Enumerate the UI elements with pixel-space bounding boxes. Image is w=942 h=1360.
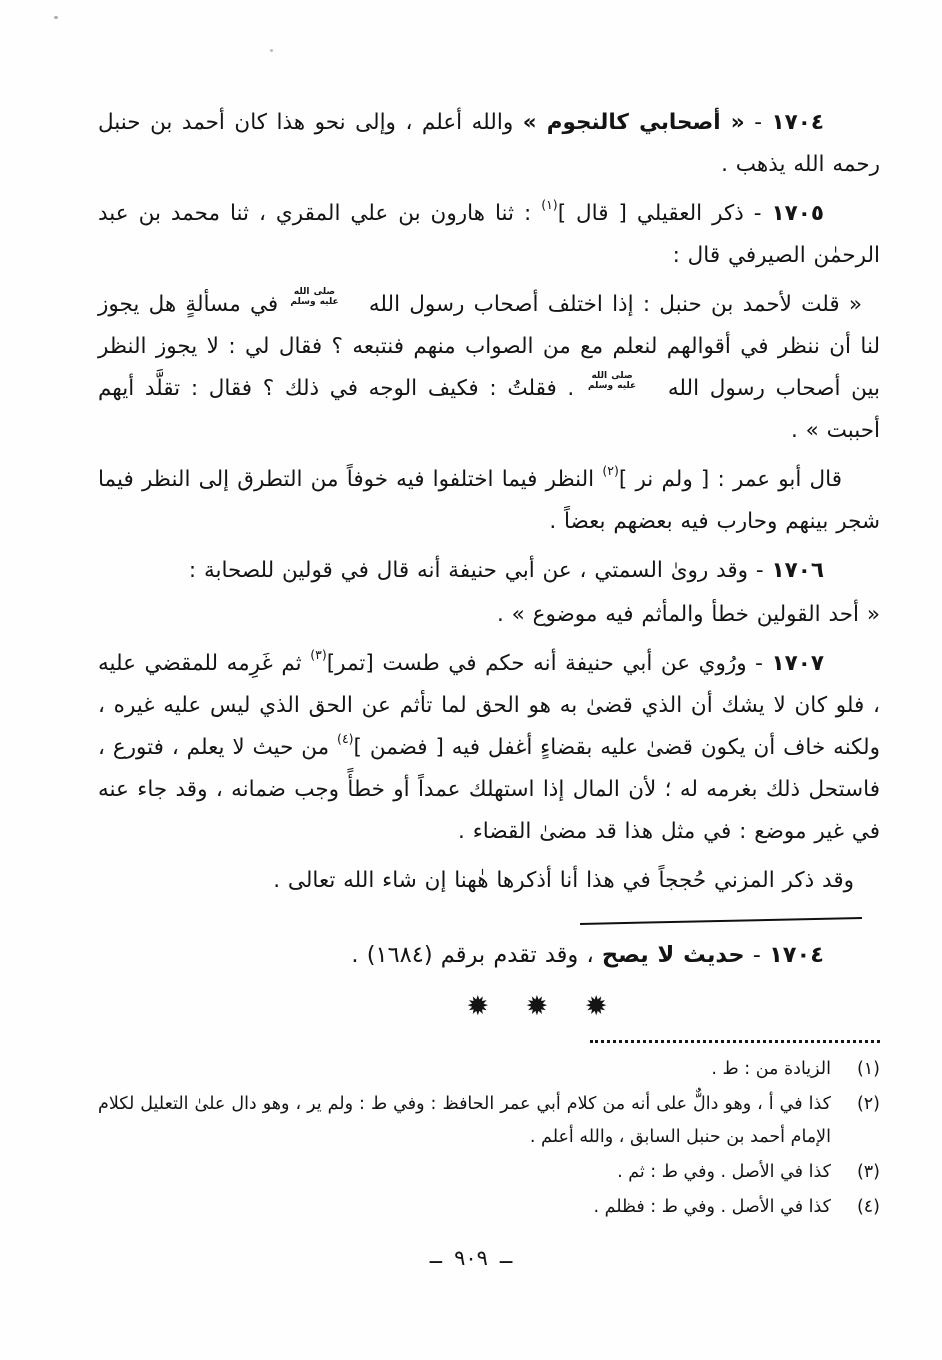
- text-run: والله أعلم ، وإلى نحو هذا كان أحمد بن حنبل رحمه الله يذهب .: [98, 110, 880, 177]
- muzani-closing-paragraph: [98, 860, 880, 902]
- entry-1704-paragraph: [98, 102, 880, 186]
- footnote-divider-dotted: [590, 1040, 880, 1043]
- footnote-2: [98, 1088, 880, 1154]
- scan-speck: [54, 16, 58, 19]
- quote-paragraph-1705: [98, 284, 880, 452]
- salla-allah-honorific: [588, 371, 654, 391]
- footnote-marker-1: (١): [541, 196, 558, 212]
- bold-hadith-title: « أصحابي كالنجوم »: [522, 110, 745, 135]
- page-number: ٩٠٩: [454, 1246, 488, 1270]
- text-run: ثم غَرِمه للمقضي عليه ، فلو كان لا يشك أن الذي قضىٰ به هو الحق لما تأثم عن الحق الذي ليس عليه غيره ، ولكنه خاف أن يكون قضىٰ عليه بقضاءٍ أغفل فيه [ فضمن ]: [98, 651, 880, 760]
- honorific-line: عليه وسلم: [290, 297, 339, 307]
- text-run: . فقلتُ : فكيف الوجه في ذلك ؟ فقال : تقلَّد أيهم أحببت » .: [98, 376, 880, 443]
- footnote-number: (٣): [856, 1162, 880, 1182]
- bold-verdict-text: حديث لا يصح: [601, 942, 745, 968]
- text-run: من حيث لا يعلم ، فتورع ، فاستحل ذلك بغرمه له ؛ لأن المال إذا استهلك عمداً أو خطأً وجب ضمانه ، وقد جاء عنه في غير موضع : في مثل هذا قد مضىٰ القضاء .: [98, 735, 880, 844]
- abu-umar-comment-paragraph: [98, 459, 880, 543]
- text-run: - ذكر العقيلي [ قال ]: [557, 201, 772, 226]
- text-run: النظر فيما اختلفوا فيه خوفاً من التطرق إلى النظر فيما شجر بينهم وحارب فيه بعضهم بعضاً .: [98, 467, 880, 534]
- salla-allah-honorific: [290, 287, 356, 307]
- entry-1706-quote-line: [98, 594, 880, 636]
- text-run: : ثنا هارون بن علي المقري ، ثنا محمد بن عبد الرحمٰن الصيرفي قال :: [98, 201, 880, 268]
- text-run: -: [744, 110, 772, 135]
- entry-number: ١٧٠٧: [771, 651, 824, 676]
- entry-1707-paragraph: [98, 643, 880, 853]
- text-run: وقد ذكر المزني حُججاً في هذا أنا أذكرها هٰهنا إن شاء الله تعالى .: [273, 868, 854, 893]
- entry-1705-paragraph: [98, 193, 880, 277]
- footnote-number: (٤): [856, 1197, 880, 1217]
- entry-number: ١٧٠٥: [771, 201, 824, 226]
- text-run: « أحد القولين خطأ والمأثم فيه موضوع » .: [496, 602, 880, 627]
- footnotes-section: [98, 1053, 880, 1224]
- entry-1706-paragraph: [98, 550, 880, 592]
- takhrij-note-1704: [98, 934, 880, 976]
- text-run: ، وقد تقدم برقم (١٦٨٤) .: [351, 942, 602, 968]
- footnote-number: (٢): [856, 1094, 880, 1114]
- footnote-4: [98, 1191, 880, 1224]
- entry-number: ١٧٠٤: [769, 942, 824, 968]
- footer-dash: ــ: [429, 1244, 443, 1268]
- honorific-line: عليه وسلم: [587, 381, 637, 391]
- text-run: -: [744, 942, 770, 968]
- page-body: [98, 102, 880, 1226]
- footer-dash: ــ: [499, 1244, 513, 1268]
- honorific-line: صلى الله: [591, 371, 633, 381]
- footnote-text: كذا في أ ، وهو دالٌّ على أنه من كلام أبي عمر الحافظ : وفي ط : ولم ير ، وهو دال علىٰ التعليل لكلام الإمام أحمد بن حنبل السابق ، والله أعلم .: [98, 1094, 831, 1147]
- honorific-line: صلى الله: [293, 287, 336, 297]
- text-run: - وقد روىٰ السمتي ، عن أبي حنيفة أنه قال في قولين للصحابة :: [188, 558, 772, 583]
- footnote-3: [98, 1156, 880, 1189]
- footnote-number: (١): [856, 1059, 880, 1079]
- footnote-marker-4: (٤): [337, 730, 354, 746]
- page-number-footer: [0, 1246, 942, 1270]
- footnote-text: كذا في الأصل . وفي ط : ثم .: [617, 1162, 831, 1182]
- footnote-1: [98, 1053, 880, 1086]
- text-run: في مسألةٍ هل يجوز لنا أن ننظر في أقوالهم لنعلم مع من الصواب منهم فنتبعه ؟ فقال لي : لا يجوز النظر بين أصحاب رسول الله: [98, 292, 880, 401]
- footnote-marker-3: (٣): [310, 646, 327, 662]
- ornament-stars: ✹ ✹ ✹: [466, 991, 608, 1022]
- footnote-text: الزيادة من : ط .: [711, 1059, 831, 1079]
- footnote-marker-2: (٢): [602, 462, 619, 478]
- entry-number: ١٧٠٤: [771, 110, 824, 135]
- scan-speck: [270, 49, 273, 52]
- text-run: « قلت لأحمد بن حنبل : إذا اختلف أصحاب رسول الله: [359, 292, 862, 317]
- text-run: - ورُوي عن أبي حنيفة أنه حكم في طست [تمر]: [326, 651, 772, 676]
- entry-number: ١٧٠٦: [771, 558, 824, 583]
- text-run: قال أبو عمر : [ ولم نر ]: [618, 467, 842, 492]
- footnote-text: كذا في الأصل . وفي ط : فظلم .: [593, 1197, 831, 1217]
- takhrij-separator-line: [580, 917, 862, 925]
